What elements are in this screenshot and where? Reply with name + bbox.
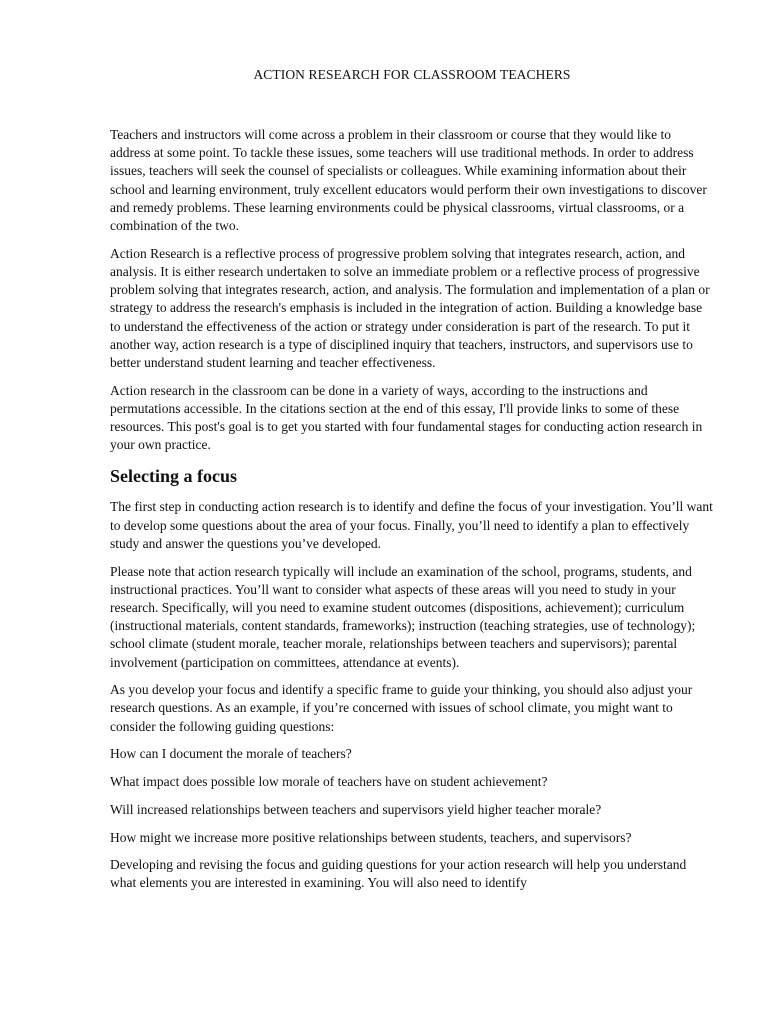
guiding-question: How can I document the morale of teachers? (110, 746, 352, 762)
closing-paragraph: Developing and revising the focus and guiding questions for your action research will help you understand what elements you are interested in examining. You will also need to identify (110, 857, 687, 891)
intro-paragraph-1: Teachers and instructors will come across a problem in their classroom or course that they would like to address at some point. To tackle these issues, some teachers will use traditional methods. In order to address issues, teachers will seek the counsel of specialists or colleagues. While examining information about their school and learning environment, truly excellent educators would perform their own investigations to discover and remedy problems. These learning environments could be physical classrooms, virtual classrooms, or a combination of the two. (110, 127, 707, 234)
intro-paragraph-3: Action research in the classroom can be done in a variety of ways, according to the instructions and permutations accessible. In the citations section at the end of this essay, I'll provide links to some of these resources. This post's goal is to get you started with four fundamental stages for conducting action research in your own practice. (110, 382, 703, 453)
guiding-question: How might we increase more positive relationships between students, teachers, and supervisors? (110, 829, 632, 845)
section-paragraph-2: Please note that action research typically will include an examination of the school, programs, students, and instructional practices. You’ll want to consider what aspects of these areas will you need to study in your research. Specifically, will you need to examine student outcomes (dispositions, achievement); curriculum (instructional materials, content standards, frameworks); instruction (teaching strategies, use of technology); school climate (student morale, teacher morale, relationships between teachers and supervisors); parental involvement (participation on committees, attendance at events). (110, 563, 696, 670)
guiding-question: Will increased relationships between teachers and supervisors yield higher teacher morale? (110, 801, 602, 817)
document-page (110, 66, 714, 902)
section-heading: Selecting a focus (110, 466, 237, 487)
intro-paragraph-2: Action Research is a reflective process of progressive problem solving that integrates research, action, and analysis. It is either research undertaken to solve an immediate problem or a reflective process of progressive problem solving that integrates research, action, and analysis. The formulation and implementation of a plan or strategy to address the research's emphasis is included in the integration of action. Building a knowledge base to understand the effectiveness of the action or strategy under consideration is part of the research. To put it another way, action research is a type of disciplined inquiry that teachers, instructors, and supervisors use to better understand student learning and teacher effectiveness. (110, 245, 710, 370)
section-paragraph-3: As you develop your focus and identify a specific frame to guide your thinking, you should also adjust your research questions. As an example, if you’re concerned with issues of school climate, you might want to consider the following guiding questions: (110, 682, 693, 734)
section-paragraph-1: The first step in conducting action research is to identify and define the focus of your investigation. You’ll want to develop some questions about the area of your focus. Finally, you’ll need to identify a plan to effectively study and answer the questions you’ve developed. (110, 499, 713, 551)
document-title: ACTION RESEARCH FOR CLASSROOM TEACHERS (253, 67, 571, 82)
guiding-question: What impact does possible low morale of teachers have on student achievement? (110, 774, 548, 790)
